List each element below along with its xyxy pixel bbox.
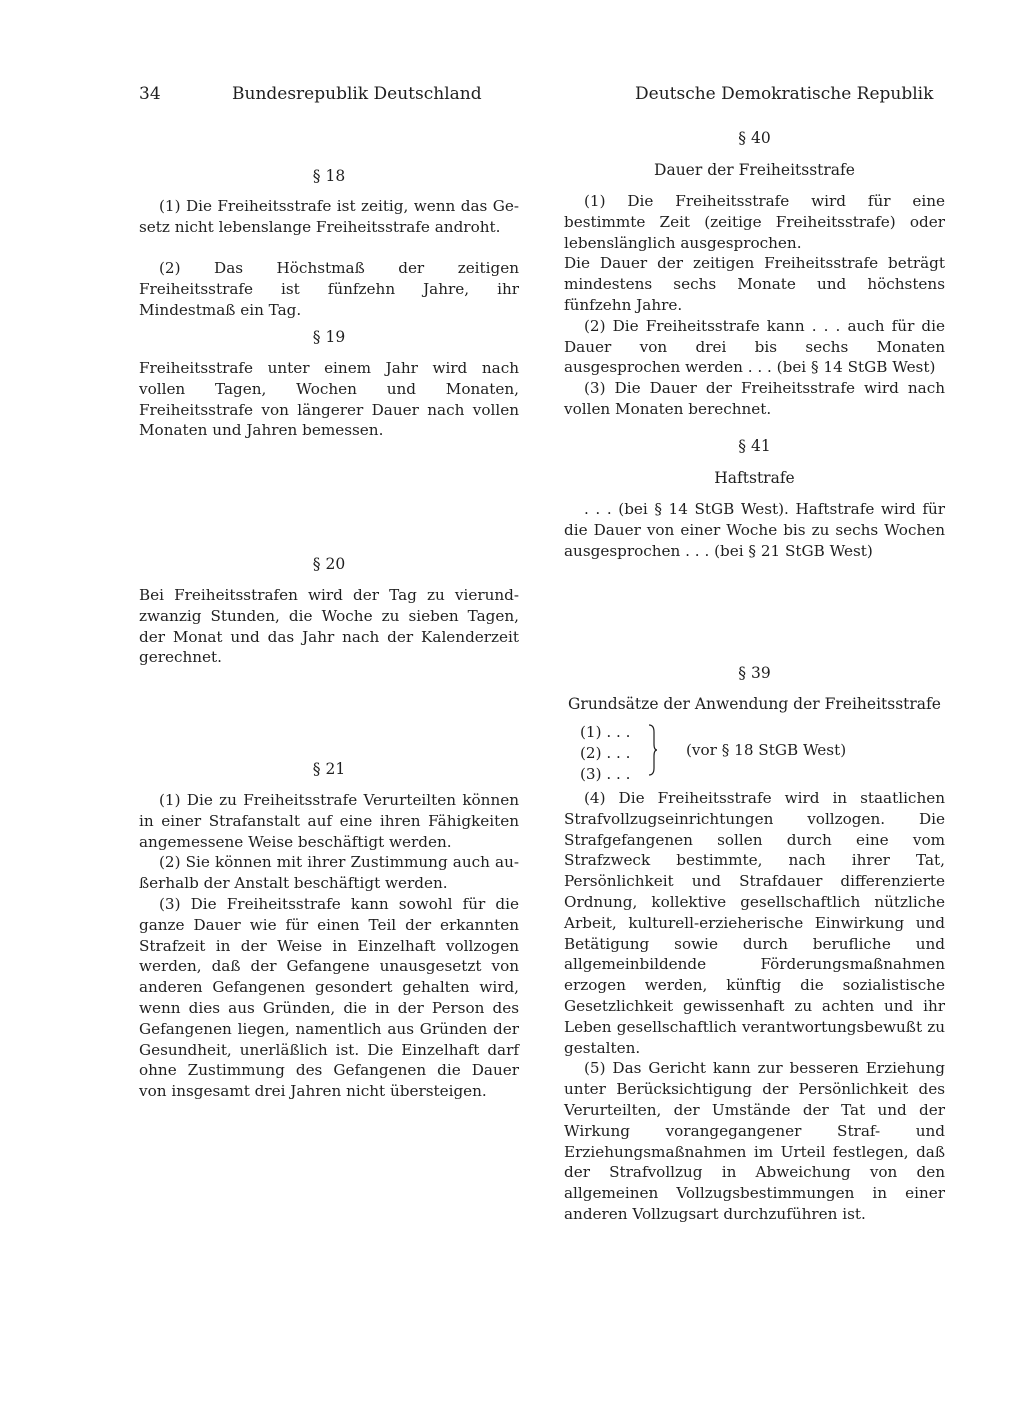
section-19-body (139, 358, 519, 441)
section-20-body (139, 585, 519, 668)
section-40-body (564, 191, 945, 420)
header-left-title: Bundesrepublik Deutschland (232, 84, 482, 104)
section-39-item-1: (1) . . . (580, 723, 631, 741)
section-18-paragraph-2: (2) Das Höchstmaß der zeitigen Freiheitsstrafe ist fünfzehn Jahre, ihr Mindestmaß ein Tag. (139, 259, 519, 319)
section-39-paragraph-4: (4) Die Freiheitsstrafe wird in staatlichen Strafvollzugseinrichtungen vollzogen. Die Strafgefangenen sollen durch eine vom Strafzweck bestimmte, nach ihrer Tat, Persönlichkeit und Strafdauer differenzierte Ordnung, kollektive gesellschaftlich nützliche Arbeit, kulturell-erzieherische Einwirkung und Betätigung sowie durch berufliche und allgemeinbildende Förderungsmaßnahmen erzogen werden, künftig die sozialistische Gesetzlichkeit gewissenhaft zu achten und ihr Leben gesellschaftlich verantwortungsbewußt zu gestalten. (564, 789, 945, 1057)
section-39-brace-note: (vor § 18 StGB West) (686, 741, 847, 759)
section-40-paragraph-1: (1) Die Freiheitsstrafe wird für eine bestimmte Zeit (zeitige Freiheitsstrafe) oder lebenslänglich ausgesprochen. (564, 192, 945, 252)
section-39-item-3: (3) . . . (580, 764, 631, 783)
section-21-paragraph-2: (2) Sie können mit ihrer Zustimmung auch außerhalb der Anstalt beschäftigt werden. (139, 853, 519, 893)
section-40-paragraph-3: (2) Die Freiheitsstrafe kann . . . auch für die Dauer von drei bis sechs Monaten ausgesprochen werden . . . (bei § 14 StGB West) (564, 316, 945, 377)
section-18-body (139, 196, 519, 238)
section-18-heading: § 18 (312, 167, 346, 185)
section-40-title: Dauer der Freiheitsstrafe (654, 161, 855, 179)
section-39-item-2: (2) . . . (580, 743, 631, 762)
section-21-heading: § 21 (312, 760, 346, 778)
section-39-body (564, 788, 945, 1225)
section-40-paragraph-2: Die Dauer der zeitigen Freiheitsstrafe beträgt mindestens sechs Monate und höchstens fünfzehn Jahre. (564, 254, 945, 314)
section-41-title: Haftstrafe (714, 469, 795, 487)
header-right-title: Deutsche Demokratische Republik (635, 84, 934, 104)
section-41-body (564, 499, 945, 561)
section-18-body-2 (139, 258, 519, 320)
page-number: 34 (139, 84, 161, 104)
section-18-paragraph-1: (1) Die Freiheitsstrafe ist zeitig, wenn das Gesetz nicht lebenslange Freiheitsstrafe androht. (139, 197, 519, 236)
section-20-paragraph-1: Bei Freiheitsstrafen wird der Tag zu vierundzwanzig Stunden, die Woche zu sieben Tagen, der Monat und das Jahr nach der Kalenderzeit gerechnet. (139, 586, 519, 667)
section-39-heading: § 39 (738, 664, 771, 682)
section-39-paragraph-5: (5) Das Gericht kann zur besseren Erziehung unter Berücksichtigung der Persönlichkeit des Verurteilten, der Umstände der Tat und der Wirkung vorangegangener Straf- und Erziehungsmaßnahmen im Urteil festlegen, daß der Strafvollzug in Abweichung von den allgemeinen Vollzugsbestimmungen in einer anderen Vollzugsart durchzuführen ist. (564, 1059, 945, 1223)
section-39-omitted-items (580, 722, 630, 784)
section-19-paragraph-1: Freiheitsstrafe unter einem Jahr wird nach vollen Tagen, Wochen und Monaten, Freiheitsstrafe von längerer Dauer nach vollen Monaten und Jahren bemessen. (139, 359, 519, 440)
section-20-heading: § 20 (312, 555, 346, 573)
section-41-heading: § 41 (738, 437, 771, 455)
section-21-paragraph-1: (1) Die zu Freiheitsstrafe Verurteilten können in einer Strafanstalt auf eine ihren Fähigkeiten angemessene Weise beschäftigt werden. (139, 791, 519, 851)
section-40-heading: § 40 (738, 129, 771, 147)
section-41-paragraph-1: . . . (bei § 14 StGB West). Haftstrafe wird für die Dauer von einer Woche bis zu sechs Wochen ausgesprochen . . . (bei § 21 StGB West) (564, 500, 945, 560)
section-21-body (139, 790, 519, 1102)
section-19-heading: § 19 (312, 328, 346, 346)
section-21-paragraph-3: (3) Die Freiheitsstrafe kann sowohl für die ganze Dauer wie für einen Teil der erkannten Strafzeit in der Weise in Einzelhaft vollzogen werden, daß der Gefangene unausgesetzt von anderen Gefangenen gesondert gehalten wird, wenn dies aus Gründen, die in der Person des Gefangenen liegen, namentlich aus Gründen der Gesundheit, unerläßlich ist. Die Einzelhaft darf ohne Zustimmung des Gefangenen die Dauer von insgesamt drei Jahren nicht übersteigen. (139, 894, 519, 1101)
curly-brace-icon (648, 724, 658, 776)
section-40-paragraph-4: (3) Die Dauer der Freiheitsstrafe wird nach vollen Monaten berechnet. (564, 379, 945, 418)
section-39-title: Grundsätze der Anwendung der Freiheitsstrafe (568, 695, 941, 713)
